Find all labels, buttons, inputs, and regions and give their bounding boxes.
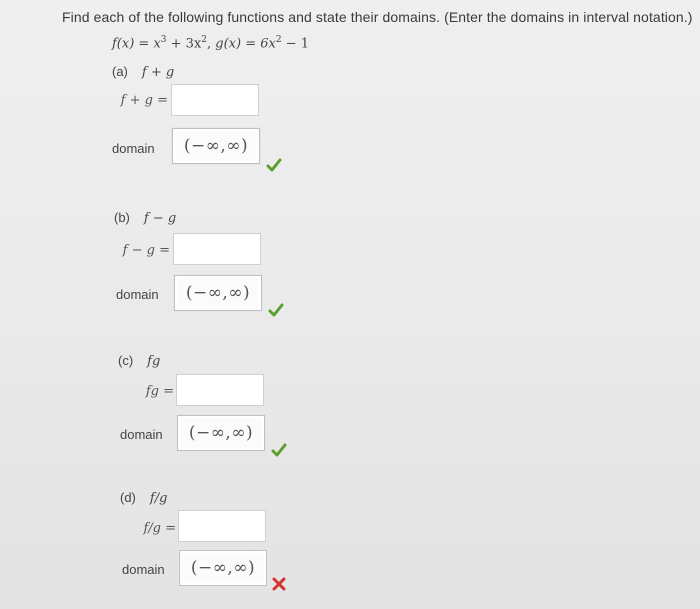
part-d-heading — [120, 490, 167, 506]
part-c-answer-input[interactable] — [176, 374, 264, 406]
check-icon — [271, 443, 287, 457]
part-c-expression: fg — [147, 354, 161, 369]
part-a-domain-input[interactable]: (−∞,∞) — [172, 128, 260, 164]
f-definition-lhs: f(x) = x — [112, 36, 161, 52]
part-a-expression: f + g — [141, 65, 175, 80]
part-a-answer-input[interactable] — [171, 84, 259, 116]
part-a-heading — [112, 64, 174, 80]
part-d-domain-label: domain — [122, 562, 165, 577]
part-a-domain-label: domain — [112, 141, 155, 156]
g-definition-rest: − 1 — [281, 36, 310, 52]
g-definition-lhs: g(x) = 6x — [215, 36, 276, 52]
part-b-answer-input[interactable] — [173, 233, 261, 265]
check-icon — [268, 303, 284, 317]
part-b-expression: f − g — [143, 211, 177, 226]
part-d-domain-input[interactable]: (−∞,∞) — [179, 550, 267, 586]
part-c-domain-label: domain — [120, 427, 163, 442]
question-instruction: Find each of the following functions and state their domains. (Enter the domains in interval notation.) — [62, 9, 693, 25]
part-d-answer-input[interactable] — [178, 510, 266, 542]
f-exponent-2: 2 — [201, 35, 208, 45]
part-b-domain-input[interactable]: (−∞,∞) — [174, 275, 262, 311]
part-b-heading — [114, 210, 176, 226]
part-d-letter: (d) — [120, 490, 136, 505]
part-a-answer-label: f + g = — [120, 93, 168, 108]
g-exponent-2: 2 — [275, 35, 282, 45]
check-icon — [266, 158, 282, 172]
part-c-answer-label: fg = — [145, 384, 174, 399]
part-d-expression: f/g — [149, 491, 168, 506]
f-definition-rest: + 3x — [166, 36, 202, 52]
part-a-letter: (a) — [112, 64, 128, 79]
function-definitions — [112, 35, 309, 51]
part-c-letter: (c) — [118, 353, 134, 368]
cross-icon — [271, 577, 287, 591]
f-exponent-3: 3 — [160, 35, 167, 45]
part-c-domain-input[interactable]: (−∞,∞) — [177, 415, 265, 451]
part-b-domain-label: domain — [116, 287, 159, 302]
part-c-heading — [118, 353, 160, 369]
part-b-letter: (b) — [114, 210, 130, 225]
part-d-answer-label: f/g = — [143, 521, 176, 536]
part-b-answer-label: f − g = — [122, 243, 170, 258]
definition-separator: , — [207, 36, 216, 52]
